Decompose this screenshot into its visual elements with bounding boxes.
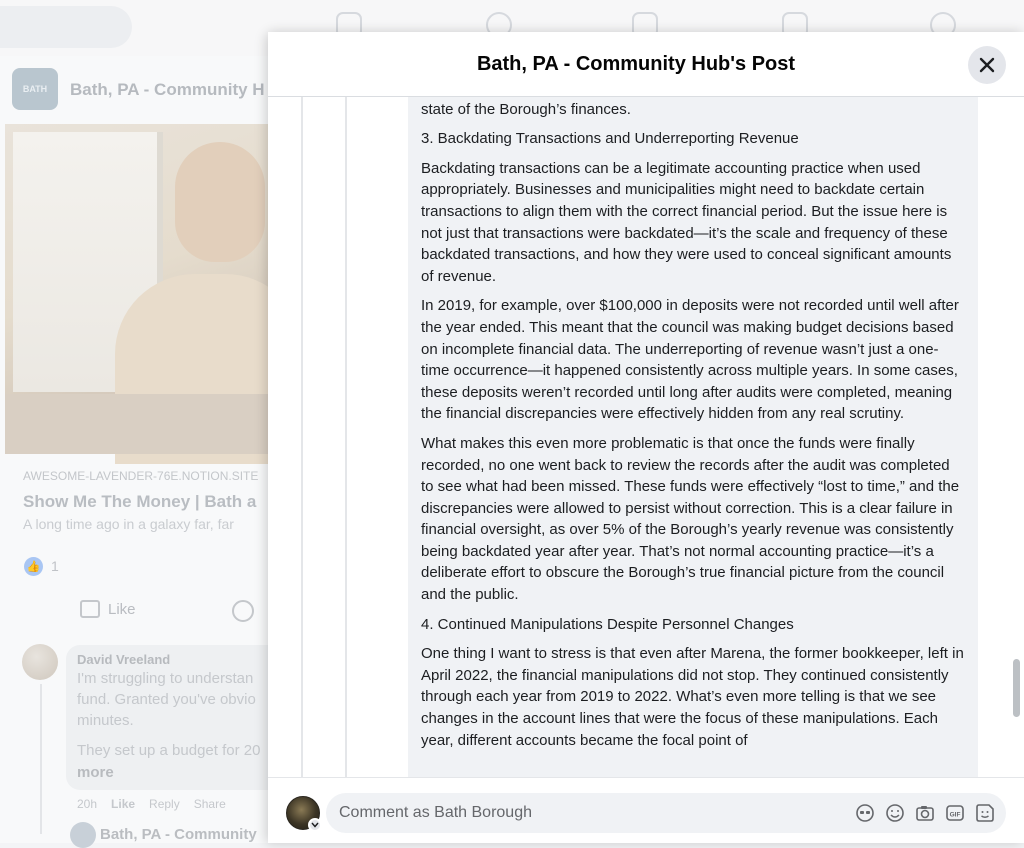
comment-icon — [232, 600, 254, 622]
post-modal — [268, 32, 1024, 843]
thumbs-up-icon — [80, 600, 100, 618]
comment-bubble — [408, 77, 978, 797]
comment-composer — [268, 777, 1024, 843]
gif-icon[interactable] — [944, 802, 966, 824]
modal-title: Bath, PA - Community Hub's Post — [476, 52, 796, 75]
group-avatar: BATH — [12, 68, 58, 110]
thread-line — [345, 97, 347, 777]
background-post-image — [5, 124, 300, 446]
link-domain: AWESOME-LAVENDER-76E.NOTION.SITE — [23, 469, 259, 483]
sticker-face-icon[interactable] — [854, 802, 876, 824]
comment-share-link: Share — [193, 797, 226, 811]
chevron-down-icon[interactable] — [308, 818, 322, 832]
background-search-bar — [0, 6, 132, 48]
image-desk — [5, 394, 300, 454]
comment-line: I'm struggling to understan — [77, 670, 254, 687]
background-like-button — [80, 600, 136, 618]
paragraph: One thing I want to stress is that even after Marena, the former bookkeeper, left in April 2022, the financial manipulations did not stop. They continued consistently through each year from 2019 to 2022. What’s even more telling is that we see changes in the account lines that were the focus of these manipulations. Each year, different accounts became the focal point of — [421, 645, 964, 749]
like-reaction-icon: 👍 — [24, 557, 43, 576]
camera-icon[interactable] — [914, 802, 936, 824]
emoji-icon[interactable] — [884, 802, 906, 824]
comment-meta — [77, 797, 226, 811]
close-icon — [979, 57, 995, 73]
modal-body[interactable] — [268, 97, 1024, 777]
comment-line: They set up a budget for 20 — [77, 742, 261, 759]
comment-input-container — [326, 793, 1006, 833]
reply-author: Bath, PA - Community — [100, 826, 257, 843]
like-label: Like — [108, 600, 136, 618]
background-thread-line — [40, 684, 42, 834]
paragraph: Backdating transactions can be a legitimate accounting practice when used appropriately. Businesses and municipalities might need to backdate certain transactions to align them with the correct financial period. But the issue here is not just that transactions were backdated—it’s the scale and frequency of these backdated transactions, and how they were used to conceal significant amounts of revenue. — [421, 159, 952, 285]
comment-line: minutes. — [77, 712, 134, 729]
commenter-name: David Vreeland — [77, 652, 171, 667]
image-figure-head — [175, 142, 265, 262]
comment-reply-link: Reply — [149, 797, 180, 811]
reaction-count: 1 — [51, 558, 59, 574]
sticker-icon[interactable] — [974, 802, 996, 824]
svg-text:GIF: GIF — [949, 811, 961, 819]
thread-line — [301, 97, 303, 777]
paragraph: What makes this even more problematic is that once the funds were finally recorded, no one went back to review the records after the audit was completed to see what had been missed. These funds were effectively “lost to time,” and the discrepancies were allowed to persist without correction. This is a clear failure in financial oversight, as over 5% of the Borough’s yearly revenue was consistently being backdated year after year. That’s not normal accounting practice—it’s a deliberate effort to obscure the Borough’s true financial picture from the council and the public. — [421, 434, 960, 604]
paragraph: state of the Borough’s finances. — [421, 100, 631, 118]
comment-text — [421, 77, 966, 751]
modal-header — [268, 32, 1024, 97]
scrollbar-thumb[interactable] — [1013, 659, 1020, 717]
section-heading: 4. Continued Manipulations Despite Personnel Changes — [421, 615, 794, 633]
see-more-link: more — [77, 764, 114, 781]
commenter-avatar — [22, 644, 58, 680]
background-page-title: Bath, PA - Community H — [70, 80, 265, 99]
comment-input-icons — [854, 802, 1006, 824]
link-subtitle: A long time ago in a galaxy far, far — [23, 516, 234, 532]
comment-time: 20h — [77, 797, 98, 811]
comment-input[interactable] — [326, 793, 854, 833]
paragraph: In 2019, for example, over $100,000 in deposits were not recorded until well after the year ended. This meant that the council was making budget decisions based on incomplete financial data. The underreporting of revenue wasn’t just a one-time occurrence—it happened consistently across multiple years. In some cases, these deposits weren’t recorded until long after audits were completed, meaning the financial discrepancies were effectively hidden from any real scrutiny. — [421, 297, 959, 423]
comment-like-link: Like — [111, 797, 136, 811]
user-avatar[interactable] — [286, 796, 320, 830]
close-button[interactable] — [968, 46, 1006, 84]
section-heading: 3. Backdating Transactions and Underreporting Revenue — [421, 130, 799, 148]
link-title: Show Me The Money | Bath a — [23, 492, 257, 511]
comment-line: fund. Granted you've obvio — [77, 691, 256, 708]
reply-avatar — [70, 822, 96, 848]
